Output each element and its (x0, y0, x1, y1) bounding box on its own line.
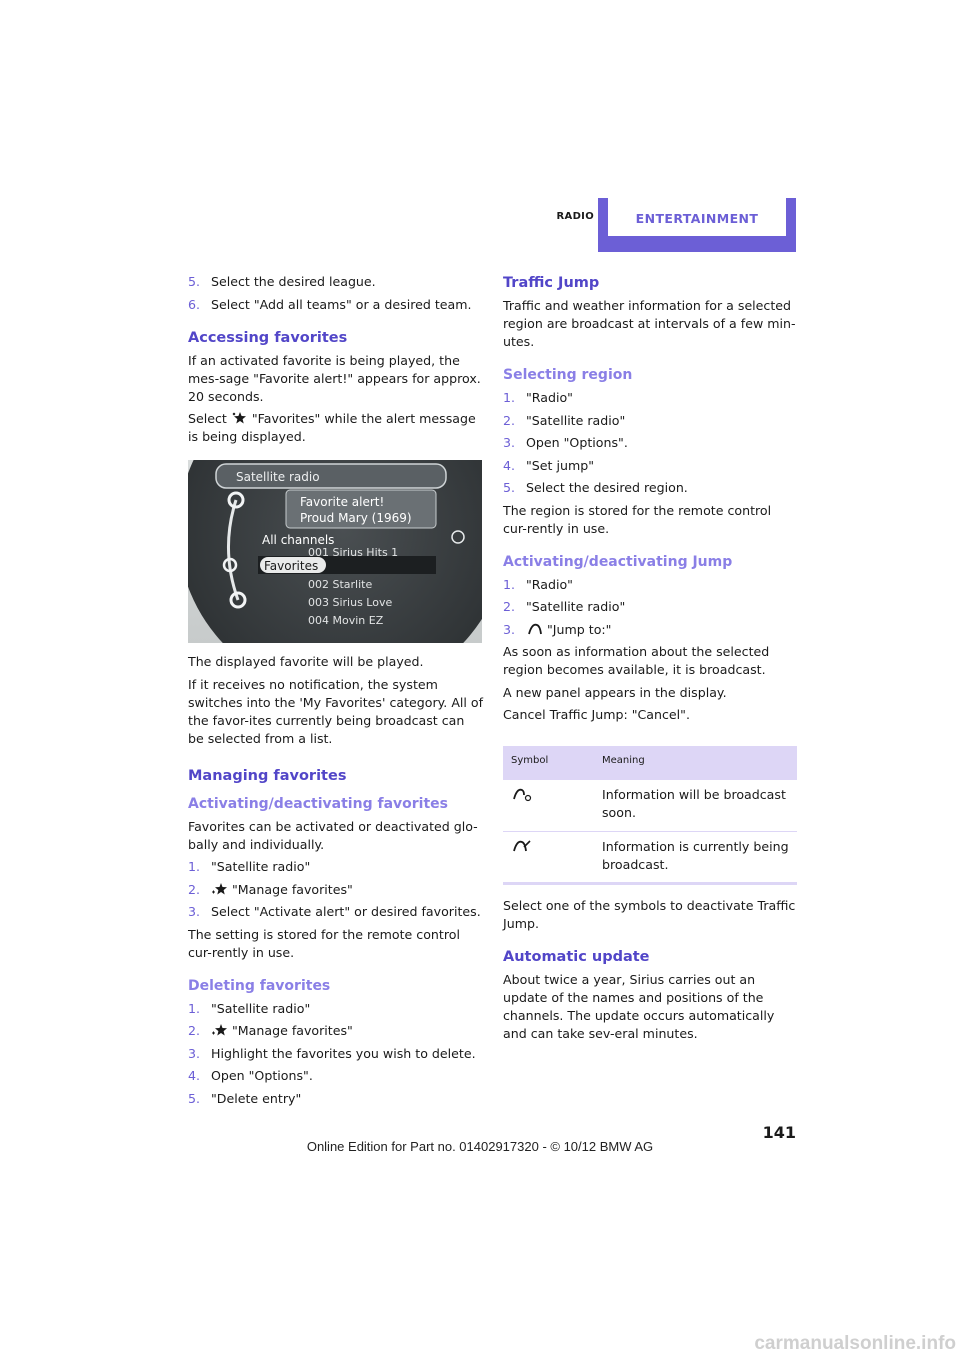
step-text: "Satellite radio" (526, 412, 626, 428)
meaning-cell: Information is currently being broadcast. (594, 832, 797, 884)
list-item (188, 273, 484, 291)
list-item (503, 434, 797, 452)
manage-favorites-icon (211, 882, 229, 896)
traffic-jump-heading: Traffic Jump (503, 275, 600, 291)
list-item (188, 1045, 484, 1063)
list-item (188, 903, 484, 921)
step-text: Select the desired league. (211, 274, 376, 289)
list-item (188, 881, 484, 899)
after-table-paragraph: Select one of the symbols to deactivate Traffic Jump. (503, 898, 796, 931)
step-text: "Manage favorites" (232, 881, 353, 897)
jump-steps (503, 576, 797, 639)
manage-favorites-icon (211, 1023, 229, 1037)
step-text: Highlight the favorites you wish to delete. (211, 1045, 476, 1061)
list-item (503, 479, 797, 497)
footer-text: Online Edition for Part no. 01402917320 - © 10/12 BMW AG (306, 1139, 654, 1154)
step-text: "Radio" (526, 390, 573, 405)
deleting-steps (188, 1000, 484, 1108)
activating-steps (188, 858, 484, 921)
accessing-favorites-heading: Accessing favorites (188, 329, 348, 346)
symbol-cell (503, 832, 594, 884)
step-number: 1. (503, 390, 516, 405)
after-screen-2: If it receives no notification, the system switches into the 'My Favorites' category. All of the favor-ites currently being broadcast can be selected from a list. (188, 676, 484, 746)
text-fragment: Select (188, 411, 227, 426)
step-number: 3. (188, 904, 201, 919)
right-column (503, 273, 797, 1048)
list-item (188, 1000, 484, 1018)
table-row (503, 832, 797, 884)
screen-channel-1: 001 Sirius Hits 1 (308, 546, 399, 559)
jump-para-1: As soon as information about the selected region becomes available, it is broadcast. (503, 644, 770, 677)
step-number: 2. (188, 1023, 201, 1038)
list-item (188, 1022, 484, 1040)
step-number: 2. (503, 412, 516, 428)
deleting-favorites-heading: Deleting favorites (188, 977, 331, 994)
text-fragment: "Favorites" while the alert message is being displayed. (188, 411, 476, 444)
step-text: "Satellite radio" (211, 1000, 311, 1016)
step-number: 3. (503, 621, 516, 637)
activating-favorites-heading: Activating/deactivating favorites (188, 795, 448, 812)
list-item (503, 576, 797, 594)
step-text: Select "Add all teams" or a desired team. (211, 296, 472, 312)
jump-para-3: Cancel Traffic Jump: "Cancel". (503, 707, 690, 722)
list-item (188, 296, 484, 314)
list-item (503, 389, 797, 407)
screen-channel-3: 003 Sirius Love (308, 596, 393, 609)
step-number: 4. (503, 457, 516, 473)
list-item (503, 598, 797, 616)
step-text: Select "Activate alert" or desired favorites. (211, 904, 481, 919)
step-text: "Set jump" (526, 457, 595, 473)
step-number: 5. (188, 274, 201, 289)
list-item (503, 621, 797, 639)
step-text: "Satellite radio" (211, 859, 311, 874)
step-number: 1. (503, 576, 516, 592)
step-number: 1. (188, 1000, 201, 1016)
step-number: 2. (503, 599, 516, 614)
list-item (188, 858, 484, 876)
symbol-table (503, 746, 797, 885)
selecting-region-heading: Selecting region (503, 367, 633, 383)
after-screen-1: The displayed favorite will be played. (188, 654, 424, 669)
watermark: carmanualsonline.info (754, 1333, 956, 1354)
screen-graphic (188, 460, 482, 643)
screen-channel-2: 002 Starlite (308, 578, 373, 591)
chapter-title: ENTERTAINMENT (608, 198, 786, 236)
activating-outro: The setting is stored for the remote control cur-rently in use. (188, 926, 460, 960)
screen-alert: Favorite alert! (300, 495, 385, 509)
list-item (503, 412, 797, 430)
screen-channel-4: 004 Movin EZ (308, 614, 384, 627)
meaning-cell: Information will be broadcast soon. (594, 780, 797, 832)
automatic-update-text: About twice a year, Sirius carries out an update of the names and positions of the channels. The update occurs automatically and can take sev-eral minutes. (503, 972, 775, 1041)
accessing-paragraph: If an activated favorite is being played, the mes-sage "Favorite alert!" appears for approx. 20 seconds. (188, 352, 481, 404)
selecting-steps (503, 389, 797, 497)
step-number: 5. (188, 1090, 201, 1106)
step-number: 4. (188, 1068, 201, 1083)
step-text: "Jump to:" (547, 621, 612, 637)
screen-title: Satellite radio (236, 470, 320, 484)
column-header-symbol: Symbol (503, 746, 594, 780)
jump-icon (526, 622, 544, 636)
step-number: 3. (188, 1045, 201, 1061)
step-number: 5. (503, 480, 516, 495)
selecting-outro: The region is stored for the remote control cur-rently in use. (503, 502, 772, 536)
jump-active-icon (511, 838, 533, 854)
table-row (503, 780, 797, 832)
list-item (188, 1067, 484, 1085)
left-column (188, 273, 484, 1112)
step-number: 3. (503, 435, 516, 450)
column-header-meaning: Meaning (594, 746, 797, 780)
managing-favorites-heading: Managing favorites (188, 767, 347, 784)
step-text: "Delete entry" (211, 1090, 302, 1106)
step-number: 1. (188, 859, 201, 874)
list-item (503, 457, 797, 475)
section-label: RADIO (556, 211, 594, 222)
jump-soon-icon (511, 786, 533, 802)
chapter-tab[interactable] (598, 198, 796, 252)
step-text: Open "Options". (211, 1068, 313, 1083)
step-text: Open "Options". (526, 435, 628, 450)
step-text: Select the desired region. (526, 480, 688, 495)
favorites-star-icon (231, 411, 249, 425)
table-header-row (503, 746, 797, 780)
league-steps (188, 273, 484, 314)
list-item (188, 1090, 484, 1108)
select-favorites-paragraph (188, 410, 484, 446)
symbol-cell (503, 780, 594, 832)
step-text: "Manage favorites" (232, 1023, 353, 1038)
traffic-intro: Traffic and weather information for a selected region are broadcast at intervals of a few min-utes. (503, 298, 796, 349)
screen-highlight: Favorites (264, 559, 319, 573)
satellite-radio-screenshot (188, 460, 482, 643)
step-number: 2. (188, 881, 201, 897)
step-text: "Satellite radio" (526, 599, 626, 614)
page-number: 141 (762, 1123, 796, 1142)
screen-all-channels: All channels (262, 533, 335, 547)
step-text: "Radio" (526, 576, 573, 592)
jump-para-2: A new panel appears in the display. (503, 684, 727, 700)
automatic-update-heading: Automatic update (503, 949, 650, 965)
activating-jump-heading: Activating/deactivating Jump (503, 553, 733, 570)
screen-song: Proud Mary (1969) (300, 511, 412, 525)
activating-intro: Favorites can be activated or deactivated glo-bally and individually. (188, 818, 478, 852)
step-number: 6. (188, 296, 201, 312)
